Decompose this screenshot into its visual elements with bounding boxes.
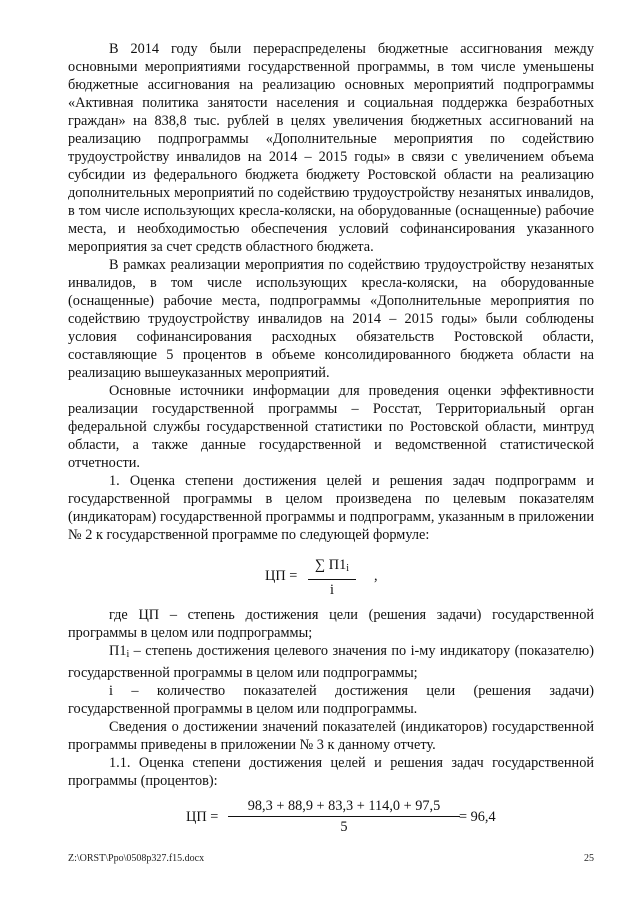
formula-computed-result: = 96,4 bbox=[459, 809, 496, 825]
formula-general-denominator: i bbox=[330, 582, 334, 598]
numerator-sum-text: ∑ П1 bbox=[314, 557, 347, 573]
formula-computed bbox=[68, 790, 594, 852]
paragraph-cofinancing: В рамках реализации мероприятия по содействию трудоустройству незанятых инвалидов, в том числе использующих кресла-коляски, на оборудованные (оснащенные) рабочие места, подпрограммы «Дополнительные мероприятия по содействию трудоустройству инвалидов на 2014 – 2015 годы» были соблюдены условия софинансирования расходных обязательств Ростовской области, составляющие 5 процентов в объеме консолидированного бюджета области на реализацию вышеуказанных мероприятий. bbox=[68, 257, 594, 381]
definition-p1i-subscript: i bbox=[126, 649, 130, 660]
formula-general-numerator bbox=[308, 556, 356, 580]
formula-general-comma: , bbox=[374, 568, 378, 584]
definition-i: i – количество показателей достижения цели (решения задачи) государственной программы в целом или подпрограммы. bbox=[68, 683, 594, 717]
formula-computed-lhs: ЦП = bbox=[186, 809, 219, 825]
footer-file-path: Z:\ORST\Ppo\0508p327.f15.docx bbox=[68, 853, 205, 864]
numerator-subscript: i bbox=[346, 563, 350, 574]
definition-cp: где ЦП – степень достижения цели (решения задачи) государственной программы в целом или подпрограммы; bbox=[68, 607, 594, 641]
formula-general-fraction bbox=[308, 556, 356, 599]
definition-p1i-symbol: П1 bbox=[109, 643, 127, 659]
formula-general bbox=[68, 544, 594, 606]
formula-computed-fraction bbox=[228, 797, 460, 836]
definition-p1i bbox=[68, 642, 594, 682]
definition-p1i-text: – степень достижения целевого значения по i-му индикатору (показателю) государственной программы в целом или подпрограммы; bbox=[68, 643, 594, 681]
paragraph-evaluation-method: 1. Оценка степени достижения целей и решения задач подпрограмм и государственной программы в целом произведена по целевым показателям (индикаторам) государственной программы и подпрограмм, указанным в приложении № 2 к государственной программе по следующей формуле: bbox=[68, 473, 594, 543]
document-body bbox=[68, 40, 594, 852]
paragraph-budget-reallocation: В 2014 году были перераспределены бюджетные ассигнования между основными мероприятиями государственной программы, в том числе уменьшены бюджетные ассигнования на реализацию основных мероприятий подпрограммы «Активная политика занятости населения и социальная поддержка безработных граждан» на 838,8 тыс. рублей в целях увеличения бюджетных ассигнований на реализацию подпрограммы «Дополнительные мероприятия по содействию трудоустройству инвалидов на 2014 – 2015 годы» в связи с увеличением объема субсидии из федерального бюджета бюджету Ростовской области на реализацию дополнительных мероприятий по содействию трудоустройству незанятых инвалидов, в том числе использующих кресла-коляски, на оборудованные (оснащенные) рабочие места, и необходимостью обеспечения условий софинансирования указанного мероприятия за счет средств областного бюджета. bbox=[68, 41, 594, 255]
page-number: 25 bbox=[584, 853, 594, 864]
paragraph-evaluation-1-1: 1.1. Оценка степени достижения целей и решения задач государственной программы (процентов): bbox=[68, 755, 594, 789]
formula-general-lhs: ЦП = bbox=[265, 568, 298, 584]
paragraph-indicators-appendix: Сведения о достижении значений показателей (индикаторов) государственной программы приведены в приложении № 3 к данному отчету. bbox=[68, 719, 594, 753]
formula-computed-denominator: 5 bbox=[340, 819, 348, 835]
paragraph-info-sources: Основные источники информации для проведения оценки эффективности реализации государственной программы – Росстат, Территориальный орган федеральной службы государственной статистики по Ростовской области, минтруд области, а также данные государственной и ведомственной статистической отчетности. bbox=[68, 383, 594, 471]
formula-computed-numerator: 98,3 + 88,9 + 83,3 + 114,0 + 97,5 bbox=[228, 797, 460, 817]
